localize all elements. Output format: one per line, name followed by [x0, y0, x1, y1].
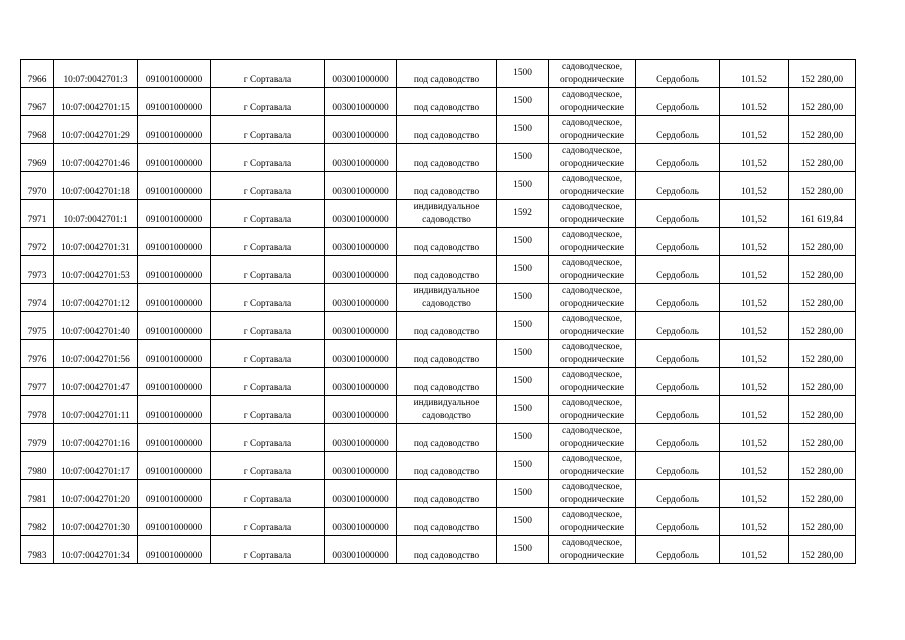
cell-cadastral-value: 152 280,00 [789, 340, 856, 368]
cell-area: 1500 [497, 284, 549, 312]
table-row [21, 284, 856, 312]
cell-oktmo-code: 003001000000 [325, 284, 397, 312]
cell-category-text: садоводческое, огороднические [560, 398, 624, 421]
cell-number: 7977 [21, 368, 54, 396]
cell-oktmo-code: 003001000000 [325, 368, 397, 396]
cell-okato-code: 091001000000 [138, 284, 211, 312]
cell-category [549, 256, 636, 284]
cell-cadastral-value: 152 280,00 [789, 284, 856, 312]
cell-district: Сердоболь [636, 508, 720, 536]
cell-cadastral-value: 152 280,00 [789, 368, 856, 396]
cell-number: 7974 [21, 284, 54, 312]
cell-cadastral-number: 10:07:0042701:47 [54, 368, 138, 396]
cell-number: 7982 [21, 508, 54, 536]
cell-permitted-use-text: под садоводство [413, 131, 480, 141]
cell-locality: г Сортавала [211, 284, 325, 312]
table-row [21, 508, 856, 536]
cell-locality: г Сортавала [211, 508, 325, 536]
cell-cadastral-value: 152 280,00 [789, 312, 856, 340]
cell-area: 1500 [497, 340, 549, 368]
cell-permitted-use [397, 396, 497, 424]
cell-number: 7966 [21, 60, 54, 88]
land-plots-table [20, 59, 856, 564]
cell-okato-code: 091001000000 [138, 88, 211, 116]
cell-okato-code: 091001000000 [138, 144, 211, 172]
cell-category-text: садоводческое, огороднические [560, 482, 624, 505]
cell-number: 7971 [21, 200, 54, 228]
cell-district: Сердоболь [636, 424, 720, 452]
cell-cadastral-value: 152 280,00 [789, 256, 856, 284]
cell-area: 1500 [497, 508, 549, 536]
cell-number: 7970 [21, 172, 54, 200]
table-row [21, 116, 856, 144]
cell-cadastral-number: 10:07:0042701:34 [54, 536, 138, 564]
cell-specific-value: 101,52 [720, 116, 789, 144]
cell-category-text: садоводческое, огороднические [560, 426, 624, 449]
cell-oktmo-code: 003001000000 [325, 536, 397, 564]
cell-district: Сердоболь [636, 452, 720, 480]
cell-oktmo-code: 003001000000 [325, 424, 397, 452]
cell-number: 7975 [21, 312, 54, 340]
cell-locality: г Сортавала [211, 424, 325, 452]
cell-locality: г Сортавала [211, 368, 325, 396]
cell-permitted-use-text: индивидуальное садоводство [413, 398, 480, 421]
cell-cadastral-value: 152 280,00 [789, 396, 856, 424]
cell-cadastral-value: 152 280,00 [789, 88, 856, 116]
cell-cadastral-value: 161 619,84 [789, 200, 856, 228]
cell-okato-code: 091001000000 [138, 452, 211, 480]
cell-oktmo-code: 003001000000 [325, 144, 397, 172]
cell-okato-code: 091001000000 [138, 312, 211, 340]
document-page [20, 59, 856, 564]
cell-cadastral-value: 152 280,00 [789, 480, 856, 508]
cell-category [549, 172, 636, 200]
cell-area: 1500 [497, 452, 549, 480]
cell-permitted-use [397, 200, 497, 228]
cell-category [549, 228, 636, 256]
cell-category-text: садоводческое, огороднические [560, 342, 624, 365]
cell-category-text: садоводческое, огороднические [560, 286, 624, 309]
cell-cadastral-number: 10:07:0042701:40 [54, 312, 138, 340]
cell-cadastral-number: 10:07:0042701:1 [54, 200, 138, 228]
cell-permitted-use [397, 60, 497, 88]
table-row [21, 172, 856, 200]
cell-oktmo-code: 003001000000 [325, 256, 397, 284]
cell-permitted-use [397, 144, 497, 172]
cell-category [549, 480, 636, 508]
cell-cadastral-number: 10:07:0042701:20 [54, 480, 138, 508]
cell-permitted-use [397, 536, 497, 564]
cell-area: 1500 [497, 312, 549, 340]
cell-specific-value: 101,52 [720, 172, 789, 200]
cell-area: 1500 [497, 116, 549, 144]
cell-specific-value: 101.52 [720, 60, 789, 88]
cell-permitted-use [397, 88, 497, 116]
cell-number: 7981 [21, 480, 54, 508]
cell-permitted-use [397, 312, 497, 340]
cell-category [549, 396, 636, 424]
cell-cadastral-number: 10:07:0042701:18 [54, 172, 138, 200]
cell-locality: г Сортавала [211, 396, 325, 424]
cell-permitted-use [397, 116, 497, 144]
cell-okato-code: 091001000000 [138, 480, 211, 508]
cell-number: 7973 [21, 256, 54, 284]
cell-okato-code: 091001000000 [138, 116, 211, 144]
cell-district: Сердоболь [636, 480, 720, 508]
cell-area: 1500 [497, 172, 549, 200]
cell-district: Сердоболь [636, 340, 720, 368]
cell-permitted-use-text: под садоводство [413, 187, 480, 197]
cell-permitted-use-text: под садоводство [413, 551, 480, 561]
cell-oktmo-code: 003001000000 [325, 396, 397, 424]
cell-permitted-use [397, 368, 497, 396]
cell-specific-value: 101,52 [720, 452, 789, 480]
cell-specific-value: 101,52 [720, 284, 789, 312]
cell-category-text: садоводческое, огороднические [560, 314, 624, 337]
cell-number: 7983 [21, 536, 54, 564]
cell-category [549, 508, 636, 536]
cell-district: Сердоболь [636, 256, 720, 284]
cell-permitted-use [397, 424, 497, 452]
table-row [21, 228, 856, 256]
cell-area: 1500 [497, 228, 549, 256]
cell-specific-value: 101,52 [720, 424, 789, 452]
cell-permitted-use [397, 172, 497, 200]
cell-cadastral-number: 10:07:0042701:30 [54, 508, 138, 536]
cell-category-text: садоводческое, огороднические [560, 510, 624, 533]
cell-permitted-use-text: под садоводство [413, 439, 480, 449]
cell-area: 1592 [497, 200, 549, 228]
cell-specific-value: 101,52 [720, 508, 789, 536]
cell-specific-value: 101,52 [720, 536, 789, 564]
cell-locality: г Сортавала [211, 172, 325, 200]
cell-area: 1500 [497, 396, 549, 424]
table-row [21, 200, 856, 228]
cell-locality: г Сортавала [211, 200, 325, 228]
cell-cadastral-value: 152 280,00 [789, 60, 856, 88]
cell-permitted-use [397, 256, 497, 284]
cell-oktmo-code: 003001000000 [325, 172, 397, 200]
cell-cadastral-number: 10:07:0042701:29 [54, 116, 138, 144]
cell-area: 1500 [497, 536, 549, 564]
cell-category-text: садоводческое, огороднические [560, 90, 624, 113]
cell-permitted-use-text: под садоводство [413, 159, 480, 169]
cell-okato-code: 091001000000 [138, 508, 211, 536]
cell-district: Сердоболь [636, 88, 720, 116]
cell-specific-value: 101,52 [720, 312, 789, 340]
cell-district: Сердоболь [636, 60, 720, 88]
cell-specific-value: 101,52 [720, 368, 789, 396]
cell-district: Сердоболь [636, 396, 720, 424]
table-row [21, 536, 856, 564]
cell-locality: г Сортавала [211, 452, 325, 480]
cell-oktmo-code: 003001000000 [325, 200, 397, 228]
cell-category-text: садоводческое, огороднические [560, 62, 624, 85]
cell-category-text: садоводческое, огороднические [560, 454, 624, 477]
cell-area: 1500 [497, 256, 549, 284]
cell-okato-code: 091001000000 [138, 396, 211, 424]
cell-locality: г Сортавала [211, 116, 325, 144]
cell-locality: г Сортавала [211, 88, 325, 116]
cell-permitted-use [397, 284, 497, 312]
cell-district: Сердоболь [636, 116, 720, 144]
cell-specific-value: 101.52 [720, 88, 789, 116]
cell-permitted-use-text: под садоводство [413, 75, 480, 85]
cell-cadastral-number: 10:07:0042701:31 [54, 228, 138, 256]
cell-number: 7980 [21, 452, 54, 480]
cell-cadastral-value: 152 280,00 [789, 536, 856, 564]
cell-specific-value: 101,52 [720, 256, 789, 284]
cell-category [549, 368, 636, 396]
cell-cadastral-number: 10:07:0042701:11 [54, 396, 138, 424]
cell-specific-value: 101,52 [720, 144, 789, 172]
cell-category-text: садоводческое, огороднические [560, 118, 624, 141]
cell-okato-code: 091001000000 [138, 200, 211, 228]
cell-okato-code: 091001000000 [138, 60, 211, 88]
cell-locality: г Сортавала [211, 340, 325, 368]
cell-district: Сердоболь [636, 284, 720, 312]
cell-okato-code: 091001000000 [138, 172, 211, 200]
cell-cadastral-number: 10:07:0042701:15 [54, 88, 138, 116]
cell-area: 1500 [497, 368, 549, 396]
cell-cadastral-value: 152 280,00 [789, 508, 856, 536]
cell-category-text: садоводческое, огороднические [560, 230, 624, 253]
cell-oktmo-code: 003001000000 [325, 340, 397, 368]
cell-locality: г Сортавала [211, 536, 325, 564]
cell-permitted-use-text: под садоводство [413, 271, 480, 281]
table-row [21, 340, 856, 368]
cell-district: Сердоболь [636, 144, 720, 172]
table-row [21, 480, 856, 508]
cell-number: 7972 [21, 228, 54, 256]
cell-cadastral-number: 10:07:0042701:53 [54, 256, 138, 284]
cell-permitted-use-text: под садоводство [413, 355, 480, 365]
table-row [21, 60, 856, 88]
cell-category-text: садоводческое, огороднические [560, 370, 624, 393]
cell-category-text: садоводческое, огороднические [560, 538, 624, 561]
cell-okato-code: 091001000000 [138, 228, 211, 256]
cell-category [549, 200, 636, 228]
cell-category-text: садоводческое, огороднические [560, 202, 624, 225]
cell-category [549, 116, 636, 144]
cell-number: 7967 [21, 88, 54, 116]
cell-cadastral-value: 152 280,00 [789, 228, 856, 256]
cell-okato-code: 091001000000 [138, 424, 211, 452]
cell-cadastral-number: 10:07:0042701:46 [54, 144, 138, 172]
cell-cadastral-number: 10:07:0042701:16 [54, 424, 138, 452]
cell-cadastral-value: 152 280,00 [789, 144, 856, 172]
cell-district: Сердоболь [636, 536, 720, 564]
cell-specific-value: 101,52 [720, 200, 789, 228]
cell-permitted-use-text: под садоводство [413, 327, 480, 337]
cell-permitted-use [397, 508, 497, 536]
cell-category-text: садоводческое, огороднические [560, 146, 624, 169]
cell-permitted-use [397, 228, 497, 256]
cell-category [549, 284, 636, 312]
cell-number: 7968 [21, 116, 54, 144]
cell-locality: г Сортавала [211, 312, 325, 340]
cell-oktmo-code: 003001000000 [325, 508, 397, 536]
cell-category-text: садоводческое, огороднические [560, 174, 624, 197]
cell-category [549, 60, 636, 88]
cell-cadastral-value: 152 280,00 [789, 172, 856, 200]
cell-oktmo-code: 003001000000 [325, 60, 397, 88]
cell-number: 7978 [21, 396, 54, 424]
cell-locality: г Сортавала [211, 256, 325, 284]
cell-oktmo-code: 003001000000 [325, 452, 397, 480]
cell-permitted-use-text: индивидуальное садоводство [413, 286, 480, 309]
cell-district: Сердоболь [636, 368, 720, 396]
table-row [21, 256, 856, 284]
table-row [21, 88, 856, 116]
cell-specific-value: 101,52 [720, 340, 789, 368]
cell-okato-code: 091001000000 [138, 340, 211, 368]
cell-cadastral-number: 10:07:0042701:56 [54, 340, 138, 368]
cell-cadastral-value: 152 280,00 [789, 424, 856, 452]
cell-permitted-use-text: под садоводство [413, 467, 480, 477]
cell-category [549, 88, 636, 116]
cell-okato-code: 091001000000 [138, 256, 211, 284]
cell-cadastral-value: 152 280,00 [789, 116, 856, 144]
cell-category [549, 536, 636, 564]
cell-district: Сердоболь [636, 172, 720, 200]
cell-specific-value: 101,52 [720, 396, 789, 424]
cell-district: Сердоболь [636, 200, 720, 228]
cell-specific-value: 101,52 [720, 228, 789, 256]
cell-permitted-use-text: под садоводство [413, 383, 480, 393]
cell-cadastral-number: 10:07:0042701:12 [54, 284, 138, 312]
cell-specific-value: 101,52 [720, 480, 789, 508]
cell-permitted-use [397, 480, 497, 508]
cell-number: 7976 [21, 340, 54, 368]
cell-permitted-use [397, 452, 497, 480]
cell-oktmo-code: 003001000000 [325, 480, 397, 508]
cell-oktmo-code: 003001000000 [325, 312, 397, 340]
cell-category [549, 340, 636, 368]
cell-locality: г Сортавала [211, 228, 325, 256]
cell-category-text: садоводческое, огороднические [560, 258, 624, 281]
cell-category [549, 144, 636, 172]
table-row [21, 396, 856, 424]
cell-oktmo-code: 003001000000 [325, 88, 397, 116]
cell-cadastral-number: 10:07:0042701:3 [54, 60, 138, 88]
cell-area: 1500 [497, 424, 549, 452]
cell-oktmo-code: 003001000000 [325, 228, 397, 256]
cell-area: 1500 [497, 60, 549, 88]
cell-permitted-use-text: под садоводство [413, 523, 480, 533]
cell-locality: г Сортавала [211, 480, 325, 508]
table-row [21, 144, 856, 172]
cell-permitted-use-text: индивидуальное садоводство [413, 202, 480, 225]
cell-number: 7969 [21, 144, 54, 172]
cell-oktmo-code: 003001000000 [325, 116, 397, 144]
cell-cadastral-number: 10:07:0042701:17 [54, 452, 138, 480]
cell-permitted-use-text: под садоводство [413, 495, 480, 505]
table-row [21, 312, 856, 340]
table-row [21, 452, 856, 480]
cell-district: Сердоболь [636, 312, 720, 340]
cell-number: 7979 [21, 424, 54, 452]
cell-area: 1500 [497, 144, 549, 172]
cell-category [549, 312, 636, 340]
cell-category [549, 452, 636, 480]
cell-okato-code: 091001000000 [138, 368, 211, 396]
cell-locality: г Сортавала [211, 60, 325, 88]
cell-permitted-use-text: под садоводство [413, 103, 480, 113]
cell-district: Сердоболь [636, 228, 720, 256]
cell-okato-code: 091001000000 [138, 536, 211, 564]
table-body [21, 60, 856, 564]
cell-area: 1500 [497, 480, 549, 508]
cell-cadastral-value: 152 280,00 [789, 452, 856, 480]
cell-permitted-use [397, 340, 497, 368]
cell-category [549, 424, 636, 452]
cell-area: 1500 [497, 88, 549, 116]
cell-permitted-use-text: под садоводство [413, 243, 480, 253]
table-row [21, 368, 856, 396]
cell-locality: г Сортавала [211, 144, 325, 172]
table-row [21, 424, 856, 452]
